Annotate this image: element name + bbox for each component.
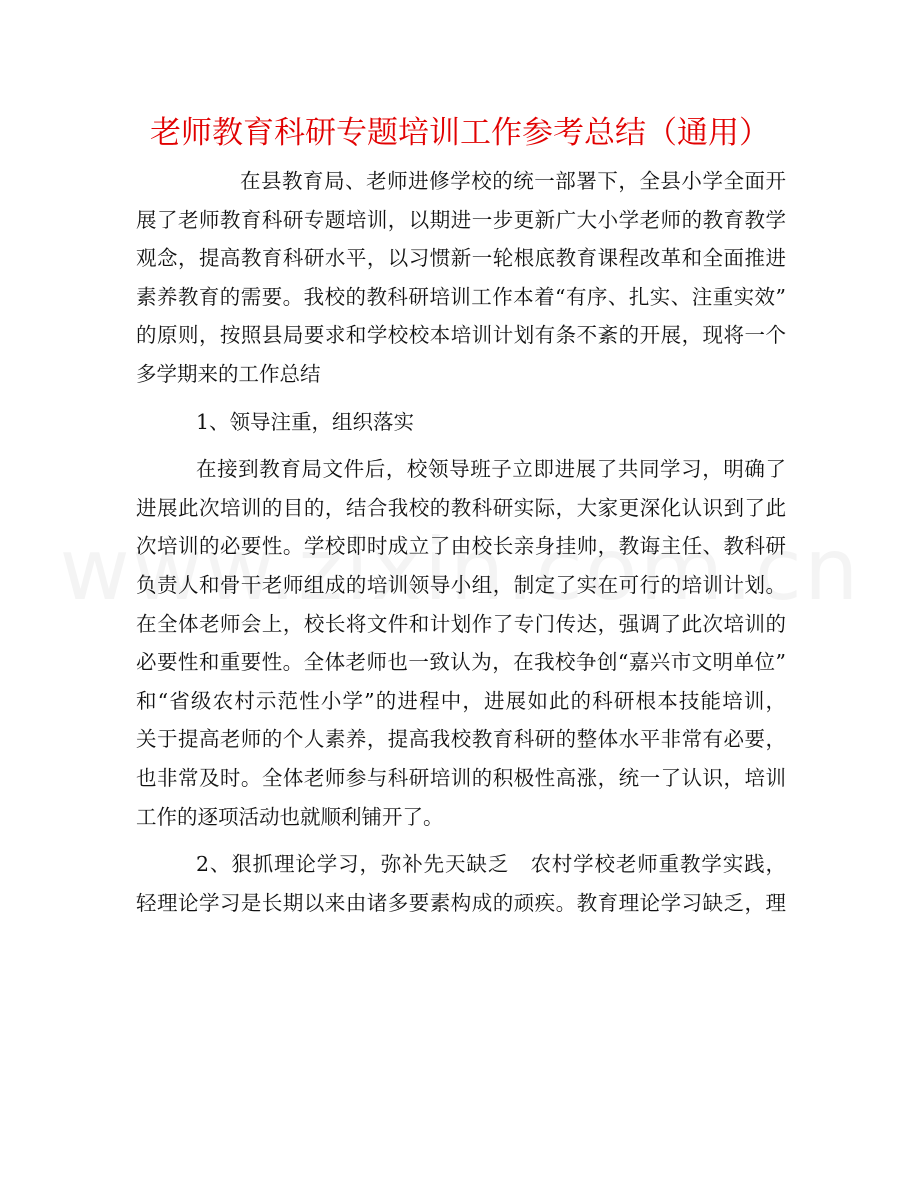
document-title: 老师教育科研专题培训工作参考总结（通用） xyxy=(150,115,770,151)
text-line: 轻理论学习是长期以来由诸多要素构成的顽疾。教育理论学习缺乏，理 xyxy=(136,890,786,915)
text-line: 展了老师教育科研专题培训，以期进一步更新广大小学老师的教育教学 xyxy=(136,207,786,232)
text-line: 在县教育局、老师进修学校的统一部署下，全县小学全面开 xyxy=(240,169,786,193)
section-heading: 1、领导注重，组织落实 xyxy=(196,409,415,434)
text-line: 多学期来的工作总结 xyxy=(136,361,321,386)
text-line: 关于提高老师的个人素养，提高我校教育科研的整体水平非常有必要， xyxy=(136,727,786,752)
text-line: 和“省级农村示范性小学”的进程中，进展如此的科研根本技能培训， xyxy=(136,688,786,713)
document-body xyxy=(136,162,786,922)
text-line: 的原则，按照县局要求和学校校本培训计划有条不紊的开展，现将一个 xyxy=(136,323,786,348)
paragraph-intro xyxy=(136,162,786,394)
text-line: 负责人和骨干老师组成的培训领导小组，制定了实在可行的培训计划。 xyxy=(136,572,786,597)
text-line: 进展此次培训的目的，结合我校的教科研实际，大家更深化认识到了此 xyxy=(136,495,786,520)
paragraph-leadership xyxy=(136,450,786,836)
text-line: 2、狠抓理论学习，弥补先天缺乏 农村学校老师重教学实践， xyxy=(196,852,786,877)
text-line: 工作的逐项活动也就顺利铺开了。 xyxy=(136,804,444,829)
paragraph-theory-study xyxy=(136,845,786,922)
text-line: 必要性和重要性。全体老师也一致认为，在我校争创“嘉兴市文明单位” xyxy=(136,650,786,675)
text-line: 在接到教育局文件后，校领导班子立即进展了共同学习，明确了 xyxy=(196,457,786,482)
section-heading-1 xyxy=(136,403,786,442)
text-line: 素养教育的需要。我校的教科研培训工作本着“有序、扎实、注重实效” xyxy=(136,284,786,309)
text-line: 在全体老师会上，校长将文件和计划作了专门传达，强调了此次培训的 xyxy=(136,611,786,636)
text-line: 观念，提高教育科研水平，以习惯新一轮根底教育课程改革和全面推进 xyxy=(136,246,786,271)
text-line: 次培训的必要性。学校即时成立了由校长亲身挂帅，教诲主任、教科研 xyxy=(136,534,786,559)
text-line: 也非常及时。全体老师参与科研培训的积极性高涨，统一了认识，培训 xyxy=(136,765,786,790)
